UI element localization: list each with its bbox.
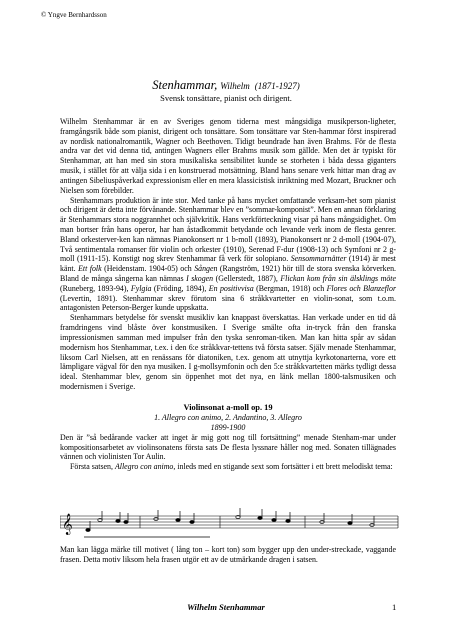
p2-text-i: (Levertin, 1891). Stenhammar skrev förutom sina 6 stråkkvartetter en violin-sonat, som t.o.m. antagonisten Peterson-Berger kunde uppskatta.: [60, 293, 396, 313]
analysis-text: [60, 545, 396, 565]
p2-work-title-7: En positivvisa: [208, 283, 254, 293]
music-example: [60, 500, 400, 540]
paragraph-2: [60, 196, 396, 314]
treble-clef-icon: 𝄞: [62, 514, 73, 535]
p2-work-title-6: Fylgia: [130, 283, 152, 293]
p2-text-g: (Fröding, 1894),: [151, 283, 209, 293]
sonata-movements: 1. Allegro con animo, 2. Andantino, 3. Allegro: [154, 412, 302, 422]
paragraph-1: Wilhelm Stenhammar är en av Sveriges genom tiderna mest mångsidiga musikperson-ligheter, framgångsrik både som pianist, dirigent och tonsättare. Som tonsättare var Sten-hammar först inspirerad av nordisk nationalromantik, Wagner och Beethoven. Tidigt beundrade han även Brahms. För de flesta andra var det vid denna tid, antingen Wagners eller Brahms musik som gällde. Men det är typiskt för Stenhammar, att han med sin stora musikaliska sensibilitet kunde se storheten i båda dessa giganters musik, i stället för att välja sida i en konstruerad motsättning. Bland hans senare verk hittar man drag av antingen Sibeliuspåverkad expressionism eller en mera klassicistisk inriktning med Mozart, Bruckner och Nielsen som förebilder.: [60, 117, 396, 195]
p2-text-b: (1914) är mest känt.: [60, 254, 396, 274]
main-text: [60, 117, 396, 472]
analysis-paragraph: Man kan lägga märke till motivet ( lång ton – kort ton) som bygger upp den under-streckade, vaggande frasen. Detta motiv liksom hela frasen utgör ett av de utmärkande dragen i satsen.: [60, 545, 396, 564]
title-surname: Stenhammar,: [152, 78, 218, 92]
sp2-text-a: Första satsen,: [70, 462, 115, 472]
page-title: [0, 78, 452, 93]
p2-work-title-5: Flickan kom från sin älsklings möte: [280, 274, 397, 283]
sonata-heading: [60, 402, 396, 433]
p2-text-e: (Gellerstedt, 1887),: [213, 274, 281, 283]
sp2-tempo: Allegro con animo: [114, 462, 174, 472]
p2-text-h: (Bergman, 1918) och: [253, 283, 327, 293]
title-block: [0, 78, 452, 104]
p2-work-title-8: Flores och Blanzeflor: [326, 283, 397, 293]
sonata-paragraph-1: Den är ”så bedårande vacker att inget är mig gott nog till fortsättning” menade Stenham-mar under kompositionsarbetet av violinsonatens första sats De flesta lyssnare håller nog med. Sonaten tillägnades vännen och violinisten Tor Aulin.: [60, 432, 396, 462]
p2-work-title-1: Sensommarnätter: [290, 254, 347, 264]
page-number: 1: [392, 602, 397, 612]
p2-work-title-2: Ett folk: [78, 264, 102, 274]
footer-title: Wilhelm Stenhammar: [187, 602, 265, 612]
page-footer: [0, 602, 452, 614]
p2-text-d: (Rangström, 1921) hör till de stora svenska körverken. Bland de många sångerna kan nämnas: [60, 264, 397, 283]
subtitle: Svensk tonsättare, pianist och dirigent.: [160, 93, 292, 103]
p2-work-title-3: Sången: [194, 264, 218, 274]
sp2-text-b: , inleds med en stigande sext som fortsätter i ett brett melodiskt tema:: [173, 462, 393, 472]
p2-text-a: Stenhammars produktion är inte stor. Med tanke på hans mycket omfattande verksam-het som pianist och dirigent är detta inte förvånande. Stenhammar blev en ”sommar-komponist”. Men en annan förklaring är Stenhammars stora noggrannhet och självkritik. Hans verkförteckning visar på hans mångsidighet. Om man bortser från hans operor, har han åstadkommit betydande och levande verk inom de flesta genrer. Bland orkesterver-ken kan nämnas Pianokonsert nr 1 b-moll (1893), Pianokonsert nr 2 d-moll (1904-07), Två sentimentala romanser för violin och orkester (1910), Serenad F-dur (1908-13) och Symfoni nr 2 g-moll (1911-15). Konstigt nog skrev Stenhammar få verk för solopiano.: [60, 195, 396, 264]
title-years: (1871-1927): [254, 81, 300, 91]
title-firstname: Wilhelm: [220, 81, 250, 91]
copyright-notice: © Yngve Bernhardsson: [41, 11, 107, 19]
p2-text-c: (Heidenstam. 1904-05) och: [101, 264, 195, 274]
music-staff-image: [60, 500, 400, 540]
p2-work-title-4: I skogen: [186, 274, 214, 283]
paragraph-3: Stenhammars betydelse för svenskt musikliv kan knappast överskattas. Han verkade under en tid då framdringens vind blåste över konstmusiken. I Sverige smälte ofta in-tryck från den franska impressionismen samman med impulser från den tyska senroman-tiken. Man kan hitta spår av sådan modernism hos Stenhammar, t.ex. i den 6:e stråkkvar-tettens två första satser. Själv menade Stenhammar, liksom Carl Nielsen, att en renässans för diatoniken, t.ex. genom att utnyttja kyrkotonarterna, vore ett lämpligare vägval för den nya musiken. I g-mollsymfonin och den 5:e stråkkvartetten märks tydligt dessa ideal. Stenhammar blev, genom sin öppenhet mot det nya, en länk mellan 1800-talsmusiken och modernismen i Sverige.: [60, 313, 396, 391]
p2-text-f: (Runeberg, 1893-94),: [60, 283, 131, 293]
sonata-title: Violinsonat a-moll op. 19: [183, 402, 273, 412]
sonata-paragraph-2: [60, 462, 396, 472]
sonata-years: 1899-1900: [210, 422, 246, 432]
